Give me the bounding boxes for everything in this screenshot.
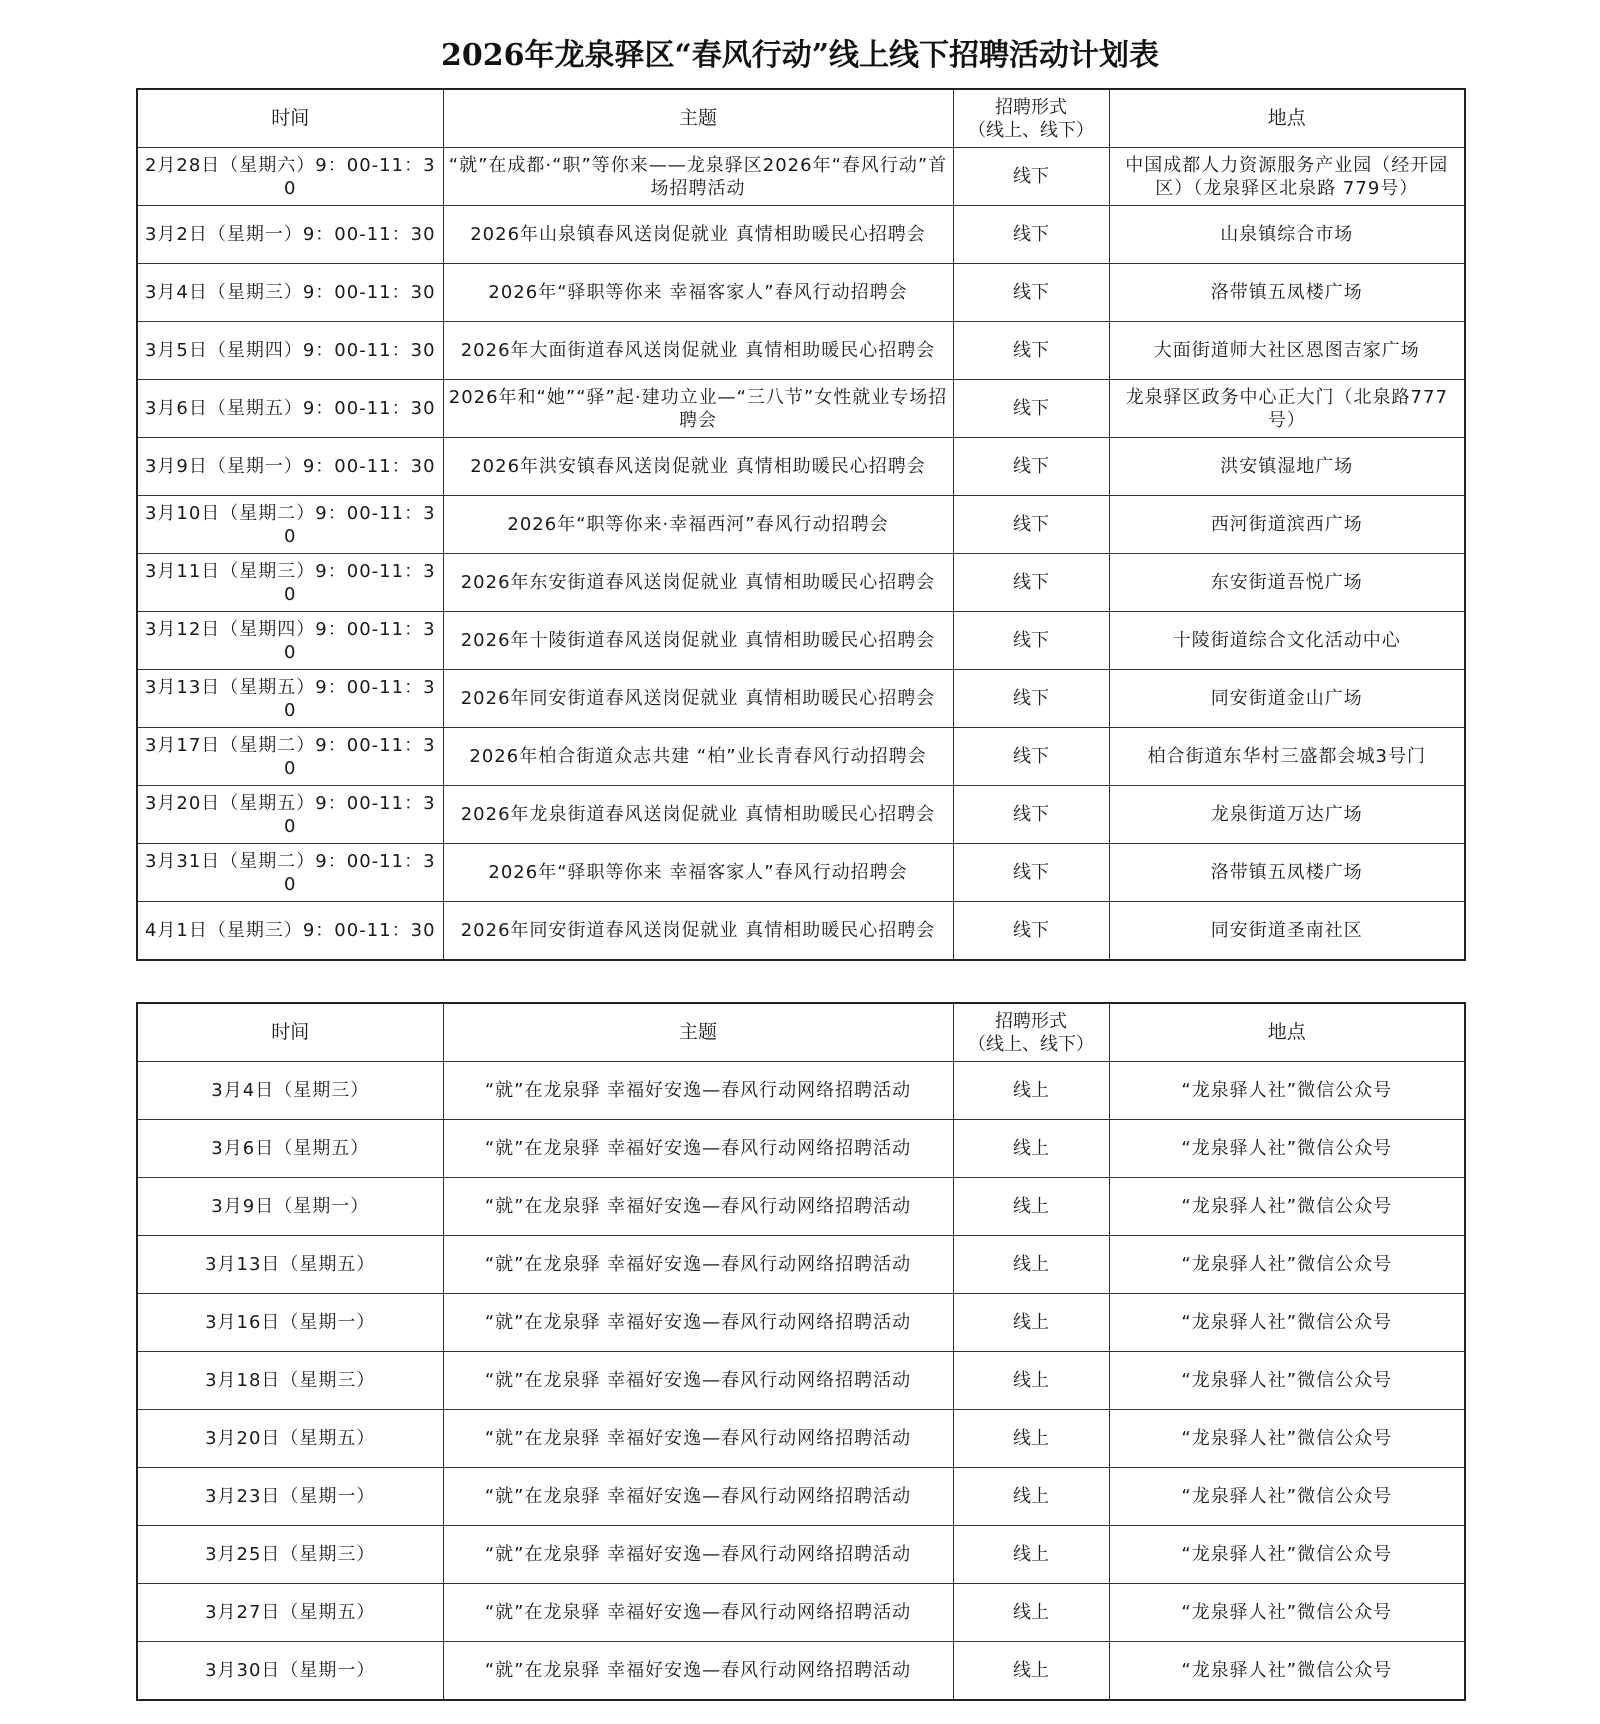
cell-place: 龙泉街道万达广场 (1109, 786, 1465, 844)
cell-place: “龙泉驿人社”微信公众号 (1109, 1642, 1465, 1701)
table-row (137, 670, 1465, 728)
cell-theme: “就”在龙泉驿 幸福好安逸—春风行动网络招聘活动 (443, 1526, 953, 1584)
cell-time: 3月2日（星期一）9：00-11：30 (137, 206, 443, 264)
cell-mode: 线下 (953, 380, 1109, 438)
cell-time: 3月17日（星期二）9：00-11：30 (137, 728, 443, 786)
table-row (137, 1526, 1465, 1584)
cell-mode: 线下 (953, 322, 1109, 380)
cell-place: 同安街道金山广场 (1109, 670, 1465, 728)
cell-time: 3月27日（星期五） (137, 1584, 443, 1642)
cell-theme: “就”在龙泉驿 幸福好安逸—春风行动网络招聘活动 (443, 1062, 953, 1120)
header-theme: 主题 (443, 1003, 953, 1062)
table-header-row (137, 89, 1465, 148)
cell-place: “龙泉驿人社”微信公众号 (1109, 1178, 1465, 1236)
online-events-table (136, 1002, 1466, 1701)
cell-time: 3月20日（星期五）9：00-11：30 (137, 786, 443, 844)
table-row (137, 148, 1465, 206)
cell-place: 柏合街道东华村三盛都会城3号门 (1109, 728, 1465, 786)
cell-mode: 线下 (953, 264, 1109, 322)
cell-time: 3月23日（星期一） (137, 1468, 443, 1526)
table-row (137, 206, 1465, 264)
cell-theme: “就”在龙泉驿 幸福好安逸—春风行动网络招聘活动 (443, 1352, 953, 1410)
cell-place: “龙泉驿人社”微信公众号 (1109, 1294, 1465, 1352)
header-place: 地点 (1109, 1003, 1465, 1062)
cell-theme: 2026年同安街道春风送岗促就业 真情相助暖民心招聘会 (443, 670, 953, 728)
table-row (137, 380, 1465, 438)
cell-place: 龙泉驿区政务中心正大门（北泉路777号） (1109, 380, 1465, 438)
offline-table-body (137, 148, 1465, 961)
cell-mode: 线下 (953, 902, 1109, 961)
table-row (137, 612, 1465, 670)
cell-time: 3月6日（星期五） (137, 1120, 443, 1178)
cell-mode: 线下 (953, 438, 1109, 496)
offline-events-table (136, 88, 1466, 961)
header-mode-line2: （线上、线下） (968, 1033, 1094, 1055)
header-time: 时间 (137, 1003, 443, 1062)
cell-theme: 2026年龙泉街道春风送岗促就业 真情相助暖民心招聘会 (443, 786, 953, 844)
cell-mode: 线下 (953, 728, 1109, 786)
cell-place: “龙泉驿人社”微信公众号 (1109, 1584, 1465, 1642)
cell-time: 2月28日（星期六）9：00-11：30 (137, 148, 443, 206)
cell-theme: “就”在龙泉驿 幸福好安逸—春风行动网络招聘活动 (443, 1120, 953, 1178)
table-row (137, 844, 1465, 902)
cell-theme: 2026年和“她”“驿”起·建功立业—“三八节”女性就业专场招聘会 (443, 380, 953, 438)
cell-time: 3月16日（星期一） (137, 1294, 443, 1352)
cell-time: 3月12日（星期四）9：00-11：30 (137, 612, 443, 670)
cell-place: 大面街道师大社区恩图吉家广场 (1109, 322, 1465, 380)
table-row (137, 1062, 1465, 1120)
cell-place: 洛带镇五凤楼广场 (1109, 264, 1465, 322)
cell-place: “龙泉驿人社”微信公众号 (1109, 1062, 1465, 1120)
cell-time: 3月6日（星期五）9：00-11：30 (137, 380, 443, 438)
cell-time: 3月5日（星期四）9：00-11：30 (137, 322, 443, 380)
header-mode (953, 89, 1109, 148)
cell-mode: 线上 (953, 1294, 1109, 1352)
cell-theme: 2026年“驿职等你来 幸福客家人”春风行动招聘会 (443, 264, 953, 322)
cell-theme: 2026年同安街道春风送岗促就业 真情相助暖民心招聘会 (443, 902, 953, 961)
table-row (137, 1584, 1465, 1642)
table-row (137, 496, 1465, 554)
cell-theme: 2026年山泉镇春风送岗促就业 真情相助暖民心招聘会 (443, 206, 953, 264)
cell-time: 3月9日（星期一） (137, 1178, 443, 1236)
header-time: 时间 (137, 89, 443, 148)
cell-time: 3月4日（星期三） (137, 1062, 443, 1120)
cell-place: “龙泉驿人社”微信公众号 (1109, 1410, 1465, 1468)
cell-theme: “就”在龙泉驿 幸福好安逸—春风行动网络招聘活动 (443, 1584, 953, 1642)
cell-place: 山泉镇综合市场 (1109, 206, 1465, 264)
cell-theme: 2026年十陵街道春风送岗促就业 真情相助暖民心招聘会 (443, 612, 953, 670)
table-row (137, 554, 1465, 612)
cell-time: 3月11日（星期三）9：00-11：30 (137, 554, 443, 612)
table-row (137, 1120, 1465, 1178)
cell-mode: 线下 (953, 148, 1109, 206)
cell-mode: 线上 (953, 1526, 1109, 1584)
cell-time: 4月1日（星期三）9：00-11：30 (137, 902, 443, 961)
cell-theme: “就”在龙泉驿 幸福好安逸—春风行动网络招聘活动 (443, 1294, 953, 1352)
cell-theme: “就”在龙泉驿 幸福好安逸—春风行动网络招聘活动 (443, 1178, 953, 1236)
header-theme: 主题 (443, 89, 953, 148)
table-row (137, 1178, 1465, 1236)
cell-place: “龙泉驿人社”微信公众号 (1109, 1120, 1465, 1178)
cell-place: 东安街道吾悦广场 (1109, 554, 1465, 612)
cell-time: 3月25日（星期三） (137, 1526, 443, 1584)
online-table-body (137, 1062, 1465, 1701)
table-row (137, 1410, 1465, 1468)
table-row (137, 438, 1465, 496)
cell-theme: “就”在成都·“职”等你来——龙泉驿区2026年“春风行动”首场招聘活动 (443, 148, 953, 206)
cell-mode: 线下 (953, 612, 1109, 670)
cell-time: 3月10日（星期二）9：00-11：30 (137, 496, 443, 554)
table-row (137, 1236, 1465, 1294)
table-row (137, 1468, 1465, 1526)
cell-mode: 线上 (953, 1584, 1109, 1642)
cell-mode: 线下 (953, 670, 1109, 728)
cell-mode: 线上 (953, 1120, 1109, 1178)
cell-mode: 线上 (953, 1236, 1109, 1294)
cell-place: 西河街道滨西广场 (1109, 496, 1465, 554)
table-row (137, 322, 1465, 380)
cell-time: 3月31日（星期二）9：00-11：30 (137, 844, 443, 902)
cell-mode: 线下 (953, 786, 1109, 844)
table-row (137, 1352, 1465, 1410)
cell-mode: 线上 (953, 1642, 1109, 1701)
cell-time: 3月13日（星期五） (137, 1236, 443, 1294)
header-mode-line1: 招聘形式 (995, 96, 1067, 118)
cell-mode: 线下 (953, 554, 1109, 612)
header-mode (953, 1003, 1109, 1062)
cell-theme: 2026年“职等你来·幸福西河”春风行动招聘会 (443, 496, 953, 554)
table-row (137, 1294, 1465, 1352)
cell-time: 3月4日（星期三）9：00-11：30 (137, 264, 443, 322)
cell-place: 同安街道圣南社区 (1109, 902, 1465, 961)
cell-mode: 线上 (953, 1178, 1109, 1236)
cell-mode: 线上 (953, 1352, 1109, 1410)
cell-theme: “就”在龙泉驿 幸福好安逸—春风行动网络招聘活动 (443, 1468, 953, 1526)
cell-place: “龙泉驿人社”微信公众号 (1109, 1236, 1465, 1294)
cell-theme: “就”在龙泉驿 幸福好安逸—春风行动网络招聘活动 (443, 1236, 953, 1294)
cell-theme: 2026年大面街道春风送岗促就业 真情相助暖民心招聘会 (443, 322, 953, 380)
table-row (137, 728, 1465, 786)
table-row (137, 1642, 1465, 1701)
cell-theme: 2026年东安街道春风送岗促就业 真情相助暖民心招聘会 (443, 554, 953, 612)
header-place: 地点 (1109, 89, 1465, 148)
cell-mode: 线上 (953, 1468, 1109, 1526)
cell-theme: “就”在龙泉驿 幸福好安逸—春风行动网络招聘活动 (443, 1410, 953, 1468)
cell-mode: 线下 (953, 844, 1109, 902)
cell-time: 3月13日（星期五）9：00-11：30 (137, 670, 443, 728)
cell-mode: 线上 (953, 1062, 1109, 1120)
table-row (137, 264, 1465, 322)
cell-place: “龙泉驿人社”微信公众号 (1109, 1526, 1465, 1584)
cell-place: 中国成都人力资源服务产业园（经开园区）（龙泉驿区北泉路 779号） (1109, 148, 1465, 206)
cell-mode: 线下 (953, 206, 1109, 264)
cell-theme: 2026年“驿职等你来 幸福客家人”春风行动招聘会 (443, 844, 953, 902)
cell-time: 3月20日（星期五） (137, 1410, 443, 1468)
cell-mode: 线上 (953, 1410, 1109, 1468)
header-mode-line1: 招聘形式 (995, 1010, 1067, 1032)
cell-theme: 2026年柏合街道众志共建 “柏”业长青春风行动招聘会 (443, 728, 953, 786)
cell-place: 洪安镇湿地广场 (1109, 438, 1465, 496)
cell-time: 3月9日（星期一）9：00-11：30 (137, 438, 443, 496)
cell-place: “龙泉驿人社”微信公众号 (1109, 1468, 1465, 1526)
cell-place: 十陵街道综合文化活动中心 (1109, 612, 1465, 670)
cell-time: 3月30日（星期一） (137, 1642, 443, 1701)
cell-time: 3月18日（星期三） (137, 1352, 443, 1410)
cell-mode: 线下 (953, 496, 1109, 554)
table-header-row (137, 1003, 1465, 1062)
cell-place: 洛带镇五凤楼广场 (1109, 844, 1465, 902)
table-row (137, 902, 1465, 961)
cell-theme: “就”在龙泉驿 幸福好安逸—春风行动网络招聘活动 (443, 1642, 953, 1701)
header-mode-line2: （线上、线下） (968, 119, 1094, 141)
table-row (137, 786, 1465, 844)
page-title: 2026年龙泉驿区“春风行动”线上线下招聘活动计划表 (440, 38, 1159, 73)
cell-place: “龙泉驿人社”微信公众号 (1109, 1352, 1465, 1410)
cell-theme: 2026年洪安镇春风送岗促就业 真情相助暖民心招聘会 (443, 438, 953, 496)
